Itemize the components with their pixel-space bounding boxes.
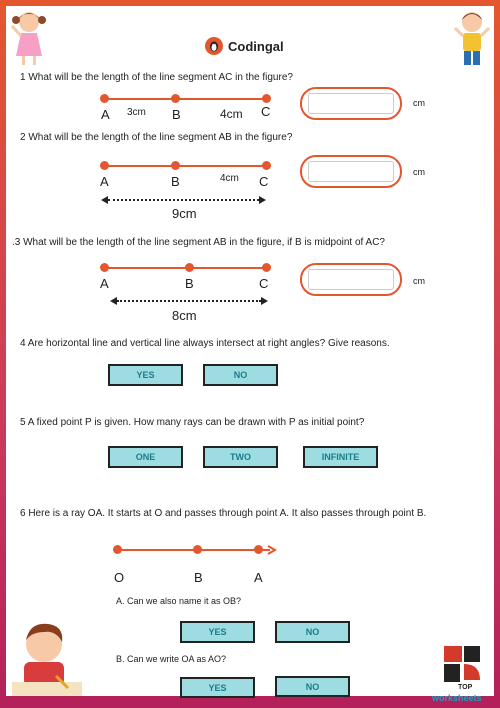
question-5-text: 5 A fixed point P is given. How many rays can be drawn with P as initial point? bbox=[20, 417, 365, 428]
penguin-icon bbox=[205, 37, 223, 55]
q5-infinite-button[interactable]: INFINITE bbox=[303, 446, 378, 468]
q6b-no-button[interactable]: NO bbox=[275, 676, 350, 697]
q6b-text: B. Can we write OA as AO? bbox=[116, 654, 227, 664]
q2-label-c: C bbox=[259, 174, 269, 189]
question-6-text: 6 Here is a ray OA. It starts at O and passes through point A. It also passes through point B. bbox=[20, 508, 427, 519]
q2-label-a: A bbox=[100, 174, 109, 189]
q1-segment-label-ab: 3cm bbox=[127, 107, 146, 118]
q2-answer-field[interactable] bbox=[300, 155, 402, 188]
footer-worksheets-label: worksheets bbox=[432, 693, 482, 703]
q3-dimension-arrow-right-icon bbox=[261, 297, 268, 305]
q2-dimension-line bbox=[108, 199, 259, 201]
q6-label-b: B bbox=[194, 570, 203, 585]
question-4-text: 4 Are horizontal line and vertical line always intersect at right angles? Give reasons. bbox=[20, 338, 390, 349]
q5-one-button[interactable]: ONE bbox=[108, 446, 183, 468]
q6a-text: A. Can we also name it as OB? bbox=[116, 596, 242, 606]
q3-point-c bbox=[262, 263, 271, 272]
q1-point-a bbox=[100, 94, 109, 103]
q6-point-b bbox=[193, 545, 202, 554]
brand-name: Codingal bbox=[228, 38, 284, 54]
q2-point-b bbox=[171, 161, 180, 170]
q1-label-b: B bbox=[172, 107, 181, 122]
footer-top-label: TOP bbox=[458, 684, 473, 691]
q6b-yes-button[interactable]: YES bbox=[180, 677, 255, 698]
q1-point-c bbox=[262, 94, 271, 103]
q4-no-button[interactable]: NO bbox=[203, 364, 278, 386]
boy-illustration bbox=[452, 8, 492, 70]
q1-segment-label-bc: 4cm bbox=[220, 107, 243, 121]
q1-label-c: C bbox=[261, 104, 271, 119]
q3-point-a bbox=[100, 263, 109, 272]
q2-point-a bbox=[100, 161, 109, 170]
question-1-text: 1 What will be the length of the line segment AC in the figure? bbox=[20, 72, 293, 83]
worksheet bbox=[6, 6, 494, 696]
q6-ray-arrow-icon bbox=[266, 544, 278, 556]
q2-point-c bbox=[262, 161, 271, 170]
q6-point-o bbox=[113, 545, 122, 554]
q2-segment-label-bc: 4cm bbox=[220, 173, 239, 184]
q6-label-a: A bbox=[254, 570, 263, 585]
q1-answer-field[interactable] bbox=[300, 87, 402, 120]
brand bbox=[205, 37, 284, 55]
q3-dimension-line bbox=[117, 300, 261, 302]
q2-line-segment bbox=[105, 165, 267, 167]
question-3-text: .3 What will be the length of the line segment AB in the figure, if B is midpoint of AC? bbox=[12, 237, 385, 248]
q4-yes-button[interactable]: YES bbox=[108, 364, 183, 386]
q1-point-b bbox=[171, 94, 180, 103]
q3-label-b: B bbox=[185, 276, 194, 291]
q3-answer-field[interactable] bbox=[300, 263, 402, 296]
q3-unit: cm bbox=[413, 276, 425, 286]
top-worksheets-logo-icon bbox=[442, 644, 482, 684]
q1-line-segment bbox=[105, 98, 267, 100]
girl-illustration bbox=[8, 8, 50, 66]
q2-dimension-arrow-left-icon bbox=[101, 196, 108, 204]
q2-unit: cm bbox=[413, 167, 425, 177]
q6a-yes-button[interactable]: YES bbox=[180, 621, 255, 643]
writing-boy-illustration bbox=[8, 618, 84, 698]
q1-unit: cm bbox=[413, 98, 425, 108]
q6-point-a bbox=[254, 545, 263, 554]
q2-dimension-arrow-right-icon bbox=[259, 196, 266, 204]
q3-label-a: A bbox=[100, 276, 109, 291]
q2-label-b: B bbox=[171, 174, 180, 189]
question-2-text: 2 What will be the length of the line segment AB in the figure? bbox=[20, 132, 293, 143]
q6-label-o: O bbox=[114, 570, 125, 585]
q3-total-length: 8cm bbox=[172, 308, 197, 323]
q5-two-button[interactable]: TWO bbox=[203, 446, 278, 468]
q1-label-a: A bbox=[101, 107, 110, 122]
q2-total-length: 9cm bbox=[172, 206, 197, 221]
q3-point-b bbox=[185, 263, 194, 272]
q6a-no-button[interactable]: NO bbox=[275, 621, 350, 643]
q3-dimension-arrow-left-icon bbox=[110, 297, 117, 305]
q3-label-c: C bbox=[259, 276, 269, 291]
